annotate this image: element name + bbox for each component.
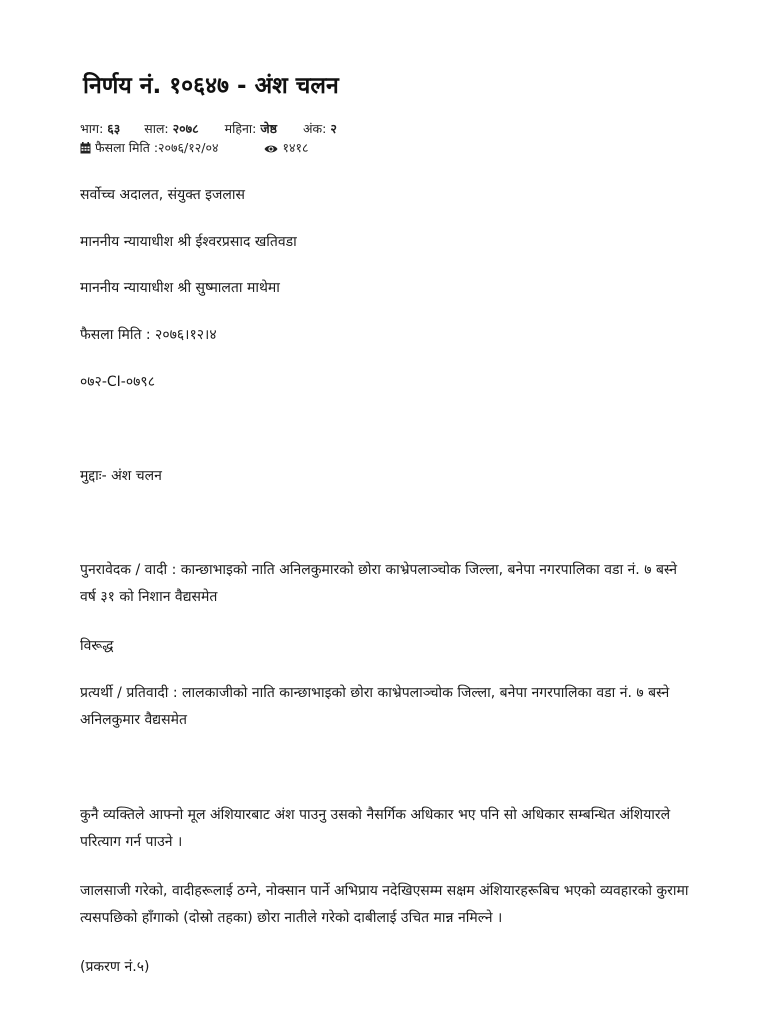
saal: [144, 120, 198, 137]
anka: [303, 120, 337, 137]
case-subject: मुद्दाः- अंश चलन: [80, 468, 162, 484]
calendar-icon: [80, 142, 91, 157]
prakaran: (प्रकरण नं.५): [80, 959, 150, 975]
respondent: प्रत्यर्थी / प्रतिवादी : लालकाजीको नाति कान्छाभाइको छोरा काभ्रेपलाञ्चोक जिल्ला, बनेपा नगरपालिका वडा नं. ७ बस्ने अनिलकुमार वैद्यसमेत: [80, 685, 670, 728]
court-name: सर्वोच्च अदालत, संयुक्त इजलास: [80, 187, 245, 203]
eye-icon: [264, 142, 278, 157]
faisala-date-label: फैसला मिति :२०७६/१२/०४: [95, 140, 219, 155]
judge-1: माननीय न्यायाधीश श्री ईश्वरप्रसाद खतिवडा: [80, 234, 297, 250]
mahina-value: जेष्ठ: [260, 121, 277, 136]
anka-label: अंक:: [302, 121, 327, 136]
bhag-label: भाग:: [80, 121, 104, 136]
view-count: [264, 140, 308, 155]
bhag: [80, 120, 120, 137]
case-number: ०७२-CI-०७९८: [80, 374, 155, 390]
decision-date: फैसला मिति : २०७६।१२।४: [80, 327, 217, 343]
appellant: पुनरावेदक / वादी : कान्छाभाइको नाति अनिलकुमारको छोरा काभ्रेपलाञ्चोक जिल्ला, बनेपा नगरपालिका वडा नं. ७ बस्ने वर्ष ३१ को निशान वैद्यसमेत: [80, 562, 678, 605]
bhag-value: ६३: [107, 121, 121, 136]
meta-row: [80, 120, 337, 137]
principle-2: जालसाजी गरेको, वादीहरूलाई ठग्ने, नोक्सान पार्ने अभिप्राय नदेखिएसम्म सक्षम अंशियारहरूबिच भएको व्यवहारको कुरामा त्यसपछिको हाँगाको (दोस्रो तहका) छोरा नातीले गरेको दाबीलाई उचित मान्न नमिल्ने ।: [80, 883, 689, 926]
mahina-label: महिना:: [224, 121, 257, 136]
view-count-value: १४१८: [282, 140, 309, 155]
principle-1: कुनै व्यक्तिले आफ्नो मूल अंशियारबाट अंश पाउनु उसको नैसर्गिक अधिकार भए पनि सो अधिकार सम्बन्धित अंशियारले परित्याग गर्न पाउने ।: [80, 807, 671, 850]
mahina: [225, 120, 277, 137]
judge-2: माननीय न्यायाधीश श्री सुष्मालता माथेमा: [80, 280, 280, 296]
saal-value: २०७८: [172, 121, 199, 136]
meta-row-2: [80, 139, 308, 157]
saal-label: साल:: [144, 121, 169, 136]
versus: विरूद्ध: [80, 638, 114, 654]
page-title: निर्णय नं. १०६४७ - अंश चलन: [83, 73, 339, 99]
anka-value: २: [330, 121, 337, 136]
